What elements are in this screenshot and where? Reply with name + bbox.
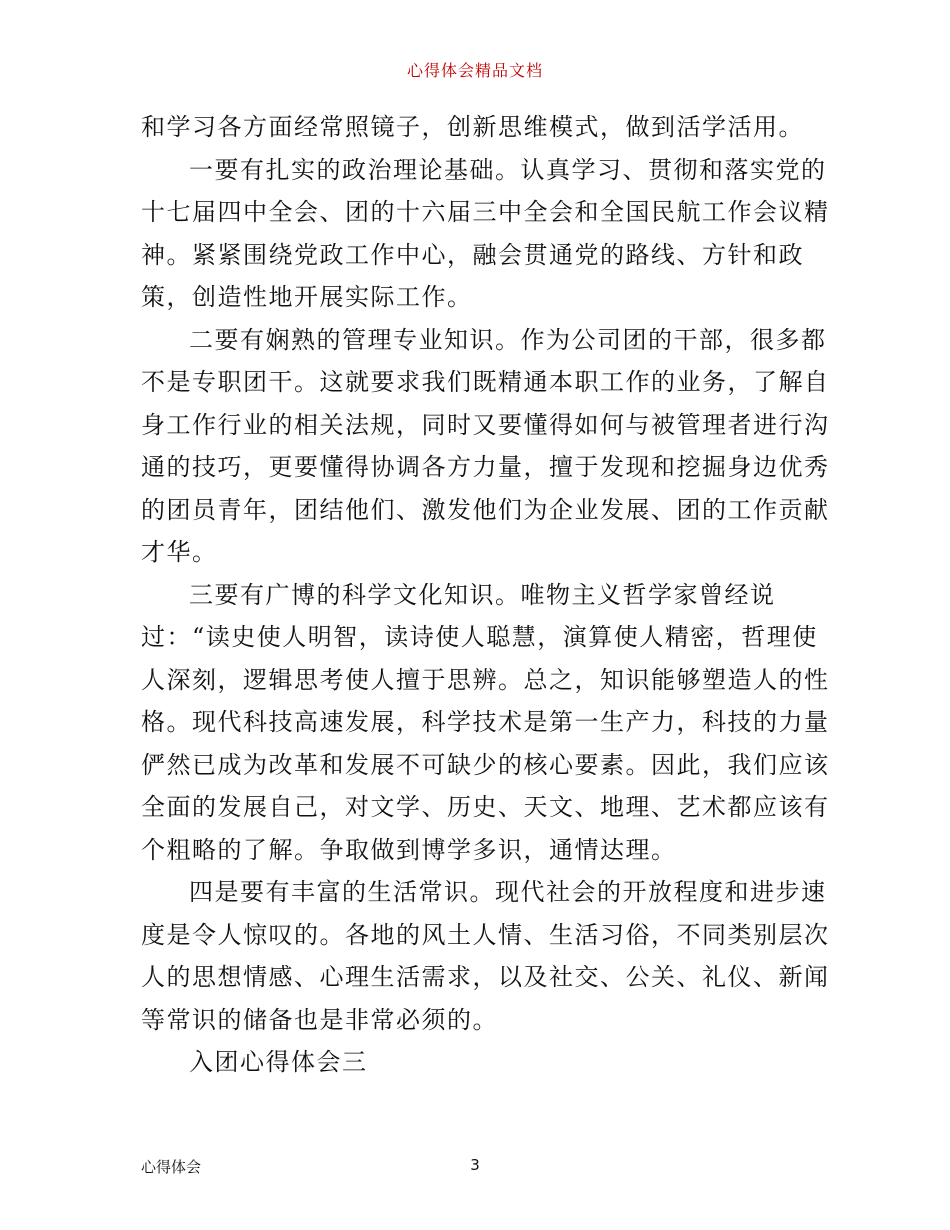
text-line: 入团心得体会三 [189, 1048, 368, 1076]
text-line: 过：“读史使人明智，读诗使人聪慧，演算使人精密，哲理使 [141, 623, 818, 651]
text-line: 不是专职团干。这就要求我们既精通本职工作的业务，了解自 [141, 368, 830, 396]
text-line: 二要有娴熟的管理专业知识。作为公司团的干部，很多都 [189, 325, 827, 354]
page-number: 3 [470, 1156, 480, 1174]
text-line: 格。现代科技高速发展，科学技术是第一生产力，科技的力量 [141, 708, 830, 736]
text-line: 才华。 [141, 538, 218, 566]
text-line: 的团员青年，团结他们、激发他们为企业发展、团的工作贡献 [141, 495, 830, 524]
text-line: 神。紧紧围绕党政工作中心，融会贯通党的路线、方针和政 [141, 240, 804, 269]
text-line: 全面的发展自己，对文学、历史、天文、地理、艺术都应该有 [141, 793, 830, 821]
text-line: 三要有广博的科学文化知识。唯物主义哲学家曾经说 [189, 580, 776, 609]
document-header-title: 心得体会精品文档 [406, 61, 543, 80]
text-line: 度是令人惊叹的。各地的风土人情、生活习俗，不同类别层次 [141, 920, 830, 949]
text-line: 四是要有丰富的生活常识。现代社会的开放程度和进步速 [189, 878, 827, 906]
text-line: 人深刻，逻辑思考使人擅于思辨。总之，知识能够塑造人的性 [141, 665, 830, 694]
text-line: 一要有扎实的政治理论基础。认真学习、贯彻和落实党的 [189, 155, 827, 184]
text-line: 俨然已成为改革和发展不可缺少的核心要素。因此，我们应该 [141, 750, 830, 779]
text-line: 和学习各方面经常照镜子，创新思维模式，做到活学活用。 [141, 113, 804, 141]
document-body [141, 106, 830, 1084]
text-line: 个粗略的了解。争取做到博学多识，通情达理。 [141, 835, 677, 864]
text-line: 身工作行业的相关法规，同时又要懂得如何与被管理者进行沟 [141, 410, 830, 439]
text-line: 十七届四中全会、团的十六届三中全会和全国民航工作会议精 [141, 198, 830, 226]
footer-label: 心得体会 [141, 1158, 202, 1176]
text-line: 通的技巧，更要懂得协调各方力量，擅于发现和挖掘身边优秀 [141, 453, 830, 481]
text-line: 人的思想情感、心理生活需求，以及社交、公关、礼仪、新闻 [141, 963, 830, 991]
text-line: 策，创造性地开展实际工作。 [141, 283, 473, 311]
text-line: 等常识的储备也是非常必须的。 [141, 1005, 498, 1034]
